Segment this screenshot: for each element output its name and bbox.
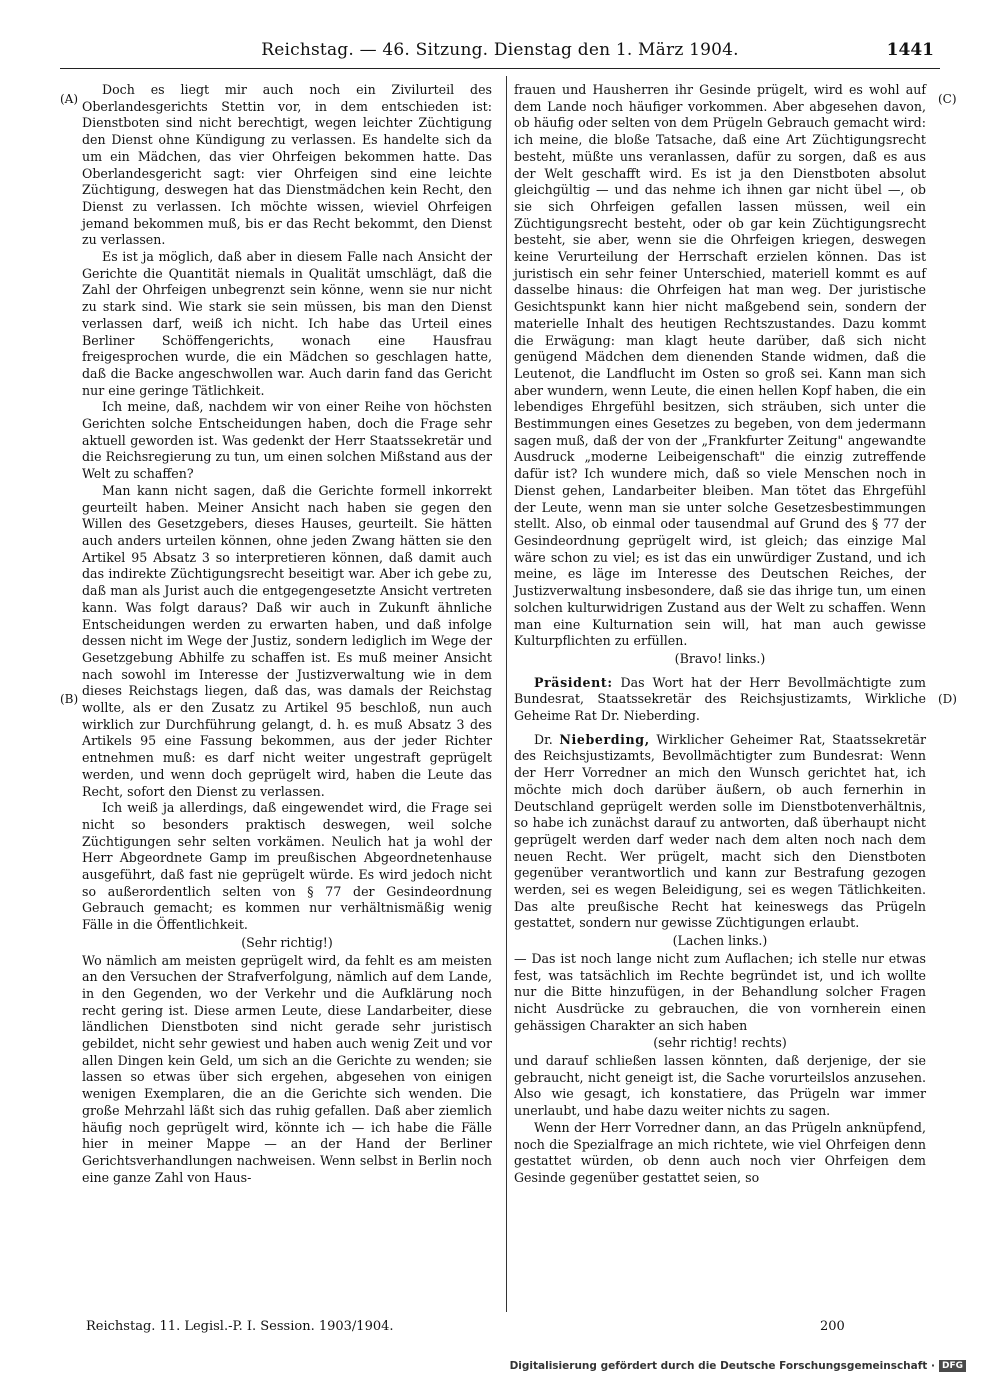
- paragraph: — Das ist noch lange nicht zum Auflachen; ich stelle nur etwas fest, was tatsächlich im Rechte begründet ist, und ich wollte nur die Bitte hinzufügen, in der Behandlung solcher Fragen nicht Ausdrücke zu gebrauchen, die von vornherein einen gehässigen Charakter an sich haben: [514, 950, 926, 1033]
- interjection: (sehr richtig! rechts): [653, 1035, 787, 1051]
- margin-marker-c: (C): [938, 92, 957, 106]
- paragraph: Ich weiß ja allerdings, daß eingewendet wird, die Frage sei nicht so besonders praktisch deswegen, weil solche Züchtigungen sehr selten vorkämen. Neulich hat ja wohl der Herr Abgeordnete Gamp im preußischen Abgeordnetenhause ausgeführt, daß fast nie geprügelt würde. Es wird jedoch nicht so außerordentlich selten von § 77 der Gesindeordnung Gebrauch gemacht; es kommen nur verhältnismäßig wenig Fälle in die Öffentlichkeit.: [82, 800, 492, 933]
- page-header: [60, 38, 940, 68]
- margin-marker-b: (B): [60, 692, 79, 706]
- paragraph: frauen und Hausherren ihr Gesinde prügelt, wird es wohl auf dem Lande noch häufiger vorkommen. Aber abgesehen davon, ob häufig oder selten von dem Prügeln Gebrauch gemacht wird: ich meine, die bloße Tatsache, daß eine Art Züchtigungsrecht besteht, müßte uns veranlassen, dafür zu sorgen, daß es aus der Welt geschafft wird. Es ist ja den Dienstboten absolut gleichgültig — und das nehme ich ihnen gar nicht übel —, ob sie sich Ohrfeigen gefallen lassen müssen, weil ein Züchtigungsrecht besteht, oder ob gar kein Züchtigungsrecht besteht, sie aber, wenn sie die Ohrfeigen kriegen, deswegen keine Verurteilung der Herrschaft erzielen können. Das ist juristisch ein sehr feiner Unterschied, materiell kommt es auf dasselbe hinaus: die Ohrfeigen hat man weg. Der juristische Gesichtspunkt kann hier nicht maßgebend sein, sondern der materielle Inhalt des heutigen Rechtszustandes. Dazu kommt die Erwägung: man klagt heute darüber, daß sich nicht genügend Mädchen dem dienenden Stande widmen, daß die Leutenot, die Landflucht im Osten so groß sei. Kann man sich aber wundern, wenn Leute, die einen hellen Kopf haben, die ein lebendiges Ehrgefühl besitzen, sich sträuben, sich unter die Bestimmungen eines Gesetzes zu begeben, von dem jedermann sagen muß, daß der von der „Frankfurter Zeitung" angewandte Ausdruck „moderne Leibeigenschaft" die einzig zutreffende dafür ist? Ich wundere mich, daß so viele Menschen noch in Dienst gehen, Landarbeiter bleiben. Man tötet das Ehrgefühl der Leute, wenn man sie unter solche Gesetzesbestimmungen stellt. Also, ob einmal oder tausendmal auf Grund des § 77 der Gesindeordnung geprügelt wird, ist gleich; das einzige Mal wäre schon zu viel; es ist das ein unwürdiger Zustand, und ich meine, es läge im Interesse des Deutschen Reiches, der Justizverwaltung insbesondere, daß sie das ihrige tun, um einen solchen kulturwidrigen Zustand aus der Welt zu schaffen. Wenn man eine Kulturnation sein will, hat man auch gewisse Kulturpflichten zu erfüllen.: [514, 82, 926, 649]
- interjection: (Bravo! links.): [674, 650, 766, 666]
- page-number: 1441: [886, 40, 934, 60]
- speaker-statement: [514, 732, 926, 932]
- margin-marker-a: (A): [60, 92, 79, 106]
- president-statement: [514, 675, 926, 725]
- paragraph: Wo nämlich am meisten geprügelt wird, da fehlt es am meisten an den Versuchen der Strafverfolgung, nämlich auf dem Lande, in den Gegenden, wo der Verkehr und die Aufklärung noch recht gering ist. Diese armen Leute, diese Landarbeiter, diese ländlichen Dienstboten sind nicht gerade sehr juristisch gebildet, nicht sehr gewiest und haben auch wenig Zeit und vor allen Dingen kein Geld, um sich an die Gerichte zu wenden; sie lassen so etwas über sich ergehen, abgesehen von einigen wenigen Exemplaren, die an die Gerichte sich wenden. Die große Mehrzahl läßt sich das ruhig gefallen. Daß aber ziemlich häufig noch geprügelt wird, könnte ich — ich habe die Fälle hier in meiner Mappe — an der Hand der Berliner Gerichtsverhandlungen nachweisen. Wenn selbst in Berlin noch eine ganze Zahl von Haus-: [82, 952, 492, 1185]
- speaker-prefix: Dr.: [534, 731, 553, 747]
- credit-text: Digitalisierung gefördert durch die Deutsche Forschungsgemeinschaft ·: [509, 1360, 935, 1372]
- paragraph: Doch es liegt mir auch noch ein Zivilurteil des Oberlandesgerichts Stettin vor, in dem entschieden ist: Dienstboten sind nicht berechtigt, wegen leichter Züchtigung den Dienst ohne Kündigung zu verlassen. Es handelte sich da um ein Mädchen, das vier Ohrfeigen bekommen hatte. Das Oberlandesgericht sagt: vier Ohrfeigen sind eine leichte Züchtigung, deswegen hat das Dienstmädchen kein Recht, den Dienst zu verlassen. Ich möchte wissen, wieviel Ohrfeigen jemand bekommen muß, bis er das Recht bekommt, den Dienst zu verlassen.: [82, 82, 492, 248]
- digitization-credit: [510, 1360, 966, 1372]
- right-column: [514, 82, 926, 1187]
- speaker-name: Nieberding,: [559, 731, 650, 747]
- speaker-text: Wirklicher Geheimer Rat, Staatssekretär des Reichsjustizamts, Bevollmächtigter zum Bundesrat: Wenn der Herr Vorredner an mich den Wunsch gerichtet hat, ich möchte mich doch darüber äußern, ob auch fernerhin in Deutschland geprügelt werden solle im Dienstbotenverhältnis, so habe ich zunächst darauf zu antworten, daß überhaupt nicht geprügelt werden darf weder nach dem alten noch nach dem neuen Recht. Wer prügelt, macht sich den Dienstboten gegenüber verantwortlich und kann zur Bestrafung gezogen werden, sei es wegen Beleidigung, sei es wegen Tätlichkeiten. Das alte preußische Recht hat keineswegs das Prügeln gestattet, sondern nur gewisse Züchtigungen erlaubt.: [514, 731, 926, 931]
- sheet-number: 200: [820, 1319, 845, 1334]
- paragraph: Es ist ja möglich, daß aber in diesem Falle nach Ansicht der Gerichte die Quantität niemals in Qualität umschlägt, daß die Zahl der Ohrfeigen unbegrenzt sein könne, wenn sie nur nicht zu stark sind. Wie stark sie sein müssen, bis man den Dienst verlassen darf, weiß ich nicht. Ich habe das Urteil eines Berliner Schöffengerichts, wonach eine Hausfrau freigesprochen wurde, die ein Mädchen so geschlagen hatte, daß die Backe angeschwollen war. Auch darin fand das Gericht nur eine geringe Tätlichkeit.: [82, 249, 492, 398]
- left-column: [82, 82, 492, 1186]
- running-title: Reichstag. — 46. Sitzung. Dienstag den 1. März 1904.: [261, 40, 739, 60]
- president-label: Präsident:: [534, 674, 613, 690]
- column-divider: [506, 76, 507, 1312]
- header-rule: [60, 68, 940, 69]
- interjection: (Lachen links.): [672, 933, 768, 949]
- margin-marker-d: (D): [938, 692, 957, 706]
- president-text: Das Wort hat der Herr Bevollmächtigte zum Bundesrat, Staatssekretär des Reichsjustizamts, Wirkliche Geheime Rat Dr. Nieberding.: [514, 674, 926, 724]
- interjection: (Sehr richtig!): [241, 934, 333, 950]
- paragraph: und darauf schließen lassen könnten, daß derjenige, der sie gebraucht, nicht geneigt ist, die Sache vorurteilslos anzusehen. Also wie gesagt, ich konstatiere, das Prügeln war immer unerlaubt, und habe dazu weiter nichts zu sagen.: [514, 1053, 926, 1119]
- paragraph: Man kann nicht sagen, daß die Gerichte formell inkorrekt geurteilt haben. Meiner Ansicht nach haben sie gegen den Willen des Gesetzgebers, dieses Hauses, geurteilt. Sie hätten auch anders urteilen können, ohne jeden Zwang hätten sie den Artikel 95 Absatz 3 so interpretieren können, daß damit auch das indirekte Züchtigungsrecht beseitigt war. Aber ich gebe zu, daß man als Jurist auch die entgegengesetzte Ansicht vertreten kann. Was folgt daraus? Daß wir auch in Zukunft ähnliche Entscheidungen werden zu erwarten haben, und daß infolge dessen nicht im Wege der Justiz, sondern lediglich im Wege der Gesetzgebung Abhilfe zu schaffen ist. Es muß meiner Ansicht nach sowohl im Interesse der Justizverwaltung wie in dem dieses Reichstags liegen, daß das, was damals der Reichstag wollte, als er den Zusatz zu Artikel 95 beschloß, nun auch wirklich zur Durchführung gelangt, d. h. es muß Absatz 3 des Artikels 95 eine Fassung bekommen, aus der jeder Richter entnehmen muß: es darf nicht weiter ungestraft geprügelt werden, und wenn doch geprügelt wird, haben die Leute das Recht, sofort den Dienst zu verlassen.: [82, 482, 492, 799]
- dfg-logo: DFG: [939, 1360, 966, 1372]
- paragraph: Wenn der Herr Vorredner dann, an das Prügeln anknüpfend, noch die Spezialfrage an mich richtete, wie viel Ohrfeigen denn gestattet würden, ob denn auch noch vier Ohrfeigen dem Gesinde gegenüber gestattet seien, so: [514, 1119, 926, 1185]
- footer-signature: Reichstag. 11. Legisl.-P. I. Session. 1903/1904.: [86, 1319, 394, 1334]
- paragraph: Ich meine, daß, nachdem wir von einer Reihe von höchsten Gerichten solche Entscheidungen haben, doch die Frage sehr aktuell geworden ist. Was gedenkt der Herr Staatssekretär und die Reichsregierung zu tun, um einen solchen Mißstand aus der Welt zu schaffen?: [82, 399, 492, 482]
